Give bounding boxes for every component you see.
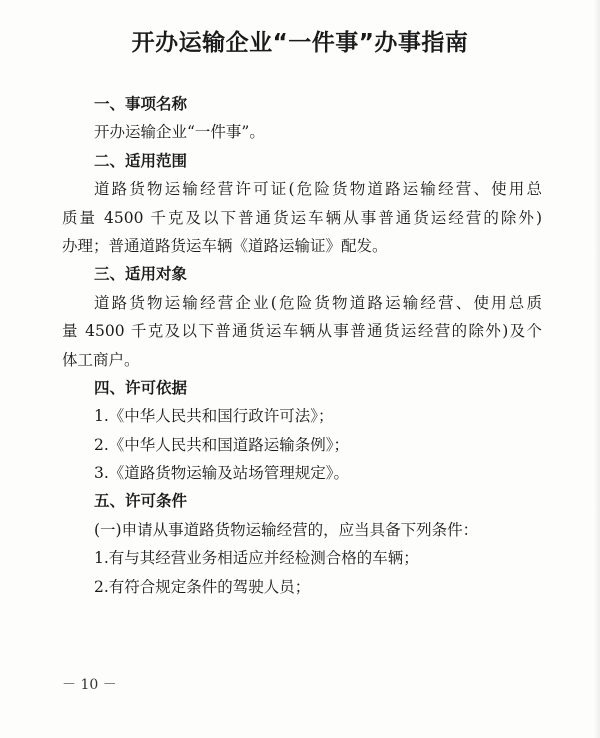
paragraph-line: 办理；普通道路货运车辆《道路运输证》配发。	[62, 236, 388, 255]
page-edge-shadow	[594, 0, 600, 738]
paragraph-line: (一)申请从事道路货物运输经营的，应当具备下列条件：	[94, 520, 479, 539]
paragraph-line: 道路货物运输经营企业(危险货物道路运输经营、使用总质	[94, 293, 542, 312]
paragraph-line: 量 4500 千克及以下普通货运车辆从事普通货运经营的除外)及个	[62, 322, 542, 341]
list-item: 1.有与其经营业务相适应并经检测合格的车辆；	[94, 549, 419, 568]
section-heading-legal-basis: 四、许可依据	[94, 378, 188, 397]
list-item: 3.《道路货物运输及站场管理规定》。	[94, 464, 350, 483]
document-title: 开办运输企业“一件事”办事指南	[131, 30, 469, 56]
section-heading-item-name: 一、事项名称	[94, 95, 188, 113]
paragraph-line: 体工商户。	[62, 350, 140, 369]
list-item: 2.有符合规定条件的驾驶人员；	[94, 577, 311, 596]
section-heading-target: 三、适用对象	[94, 265, 188, 284]
section-heading-conditions: 五、许可条件	[94, 492, 188, 511]
list-item: 2.《中华人民共和国道路运输条例》；	[94, 435, 350, 454]
paragraph-line: 开办运输企业“一件事”。	[94, 123, 265, 142]
document-body	[62, 90, 542, 601]
paragraph-line: 道路货物运输经营许可证(危险货物道路运输经营、使用总	[94, 180, 542, 199]
paragraph-line: 质量 4500 千克及以下普通货运车辆从事普通货运经营的除外)	[62, 208, 542, 227]
page-number: － 10 －	[62, 677, 117, 693]
section-heading-scope: 二、适用范围	[94, 151, 188, 170]
list-item: 1.《中华人民共和国行政许可法》；	[94, 407, 334, 426]
